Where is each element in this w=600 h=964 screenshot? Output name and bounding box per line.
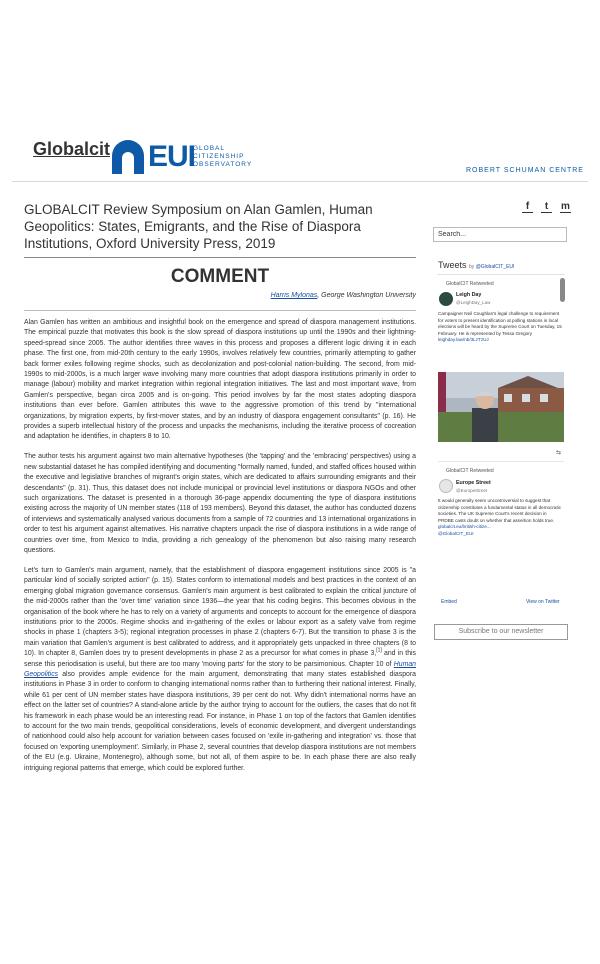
tweet-link[interactable]: globalcit.eu/british-citize... — [438, 524, 491, 529]
embed-link[interactable]: Embed — [441, 599, 457, 605]
tweet-divider — [438, 461, 564, 462]
paragraph: The author tests his argument against two main alternative hypotheses (the 'tapping' and the 'embracing' perspectives) using a new substantial dataset he has compiled identifying and documenting "formally named, funded, and staffed offices housed within the executive and legislative branches of migrant's origin states, which are dedicated to affairs surrounding emigrants and their descendants" (p. 31). Thus, this dataset does not include municipal or provincial level institutions or diaspora NGOs and other such organizations. The dataset is presented in a thorough 36-page appendix documenting the type of diaspora institutions existing across the majority of UN member states (118 of 193 members). Beyond this dataset, the author has conducted dozens of interviews and systematically analysed various documents from a sample of 72 countries and 13 international organizations in order to test his argument against alternatives. His narrative chapters unpack the rise of diaspora institutions in a wide range of countries over time, from Mexico to India, providing a rich genealogy of the phenomenon but also raising many research questions. — [24, 453, 416, 555]
article-title: GLOBALCIT Review Symposium on Alan Gamlen, Human Geopolitics: States, Emigrants, and the Rise of Diaspora Institutions, Oxford University Press, 2019 — [24, 202, 373, 251]
facebook-icon[interactable]: f — [522, 202, 533, 213]
paragraph-text: and in this sense this periodisation is useful, but there are too many 'moving parts' for the story to be parsimonious. Chapter 10 of — [24, 650, 416, 668]
view-on-twitter-link[interactable]: View on Twitter — [526, 599, 560, 605]
globalcit-logo[interactable]: Globalcit — [33, 139, 111, 159]
eui-logo-icon — [112, 140, 144, 174]
paragraph: Alan Gamlen has written an ambitious and insightful book on the emergence and spread of diaspora management institutions. The empirical puzzle that motivates this book is the slow spread of diaspora institutions up until the 1990s and their lightning-speed-spread since 2005. The author identifies three waves in this process and proposes a different logic driving it in each phase. The first one, from mid-20th century to the early 1990s, involves relatively few countries, primarily attempting to gather back former exiles following regime shocks, such as decolonization and post-colonial nation-building. The second, from mid-1990s to mid-2000s, is a much larger wave involving many more countries that adopt diaspora institutions primarily in order to manage (labour) mobility and market integration within regional integration initiatives. The last and most important wave, from Gamlen's perspective, began circa 2005 and is on-going. This period involves by far the most states adopting diaspora institutions than ever before. Gamlen attributes this wave to the aggressive promotion of this trend by "international organizations, by migration experts, by first-mover states, and by an industry of diaspora engagement consultants" (p. 16). He provides a superb intellectual history of the process and unpacks the mechanisms, including the iterative process of cocreation and adaptation he identifies, in chapters 8 to 10. — [24, 319, 416, 441]
paragraph-text: Let's turn to Gamlen's main argument, namely, that the establishment of diaspora engagement institutions since 2005 is "a particular kind of socially scripted action" (p. 15). States conform to international models and best practices in the context of an emerging global migration governance consensus. Gamlen's main argument is best calibrated to explain the critical juncture of the mid-2000s rather than the 'over time' variation since 1936—the year that his coding begins. This becomes obvious in the organisation of the book where he has to rely on a variety of arguments and concepts to account for the emergence of diaspora institutions prior to the 2000s. Regime shocks and in-gathering of the exiles or labour export as a safety valve from regime shocks in phase 1 (chapters 3-5); regional integration processes in phase 2 (chapters 6-7). But the transition to phase 3 is the main variation that Gamlen's argument is best calibrated to address, and it appropriately gets unpacked in three chapters (8 to 10). In chapter 8, Gamlen does try to present developments in phase 2 as a precursor for what comes in phase 3, — [24, 566, 416, 658]
avatar[interactable] — [439, 479, 453, 493]
tweet-mention[interactable]: @GlobalCIT_EUI — [438, 530, 474, 536]
tweets-header — [438, 260, 514, 270]
tweet-link[interactable]: leighday.law/nb/3LzTzUJ — [438, 337, 489, 342]
tweet-photo[interactable] — [438, 372, 564, 442]
footnote-link[interactable]: [1] — [376, 647, 382, 654]
paragraph-text: also provides ample evidence for the main argument, demonstrating that many states established diaspora institutions in Phase 3 in order to conform to changing international norms rather than to furthering their national interest. Finally, while 61 per cent of UN member states have diaspora institutions, 39 per cent do not. Why didn't international norms have an effect on the latter set of countries? A stand-alone article by the author trying to account for the outliers, the cases that do not fit his framework in each phase would be an interesting read. For instance, in Phase 1 on top of the factors that Gamlen identifies to account for the two main trends, geopolitical considerations, levels of economic development, and divergent understandings of nationhood could also help account for variation between cases focused on 'exile in-gathering and integration' vs. those that focused on 'exporting unemployment'. Similarly, in Phase 2, several countries that develop diaspora institutions are not members of the EU (e.g. Ukraine, Montenegro), although some, but not all, of them aspire to be. In each phase there are also really intriguing regional patterns that emerge, which could be explored further. — [24, 671, 416, 772]
email-icon[interactable]: m — [561, 201, 570, 212]
tweets-by — [469, 264, 514, 270]
observatory-label — [193, 145, 252, 169]
retweet-label: GlobalCIT Retweeted — [446, 281, 494, 287]
observatory-line: GLOBAL — [193, 145, 226, 152]
author-affiliation: , George Washington University — [317, 292, 416, 299]
byline — [24, 292, 416, 299]
search-input[interactable] — [433, 227, 567, 242]
tweet-author-name[interactable]: Europe Street — [456, 480, 491, 486]
tweet-author-handle[interactable]: @EuropeStreet — [456, 488, 488, 493]
twitter-icon[interactable]: t — [541, 202, 552, 213]
avatar[interactable] — [439, 292, 453, 306]
tweet-body: It would generally seem uncontroversial to suggest that citizenship constitutes a fundamental status in all democratic societies. The UK Supreme Court's recent decision in PRDBE casts doubt on whether that assertion holds true. — [438, 498, 562, 523]
author-link[interactable]: Harris Mylonas — [270, 292, 318, 299]
byline-divider — [24, 310, 416, 311]
tweet-body: Campaigner Neil Coughlan's legal challenge to requirement for voters to present identification at polling stations in local elections will be heard by the Supreme Court on Tuesday, 15 February. He is represented by Tessa Gregory — [438, 311, 562, 336]
title-divider — [24, 257, 416, 258]
tweet-author-name[interactable]: Leigh Day — [456, 292, 482, 298]
tweet-author-handle[interactable]: @LeighDay_Law — [456, 300, 491, 305]
timeline-scrollbar[interactable] — [560, 278, 565, 302]
observatory-line: CITIZENSHIP — [193, 153, 245, 160]
tweets-by-label: by — [469, 264, 476, 270]
retweet-label: GlobalCIT Retweeted — [446, 468, 494, 474]
newsletter-button[interactable]: Subscribe to our newsletter — [434, 624, 568, 640]
tweets-title: Tweets — [438, 260, 467, 270]
tweet-text — [438, 311, 562, 344]
robert-schuman-centre-logo[interactable]: ROBERT SCHUMAN CENTRE — [466, 167, 584, 174]
section-heading: COMMENT — [170, 266, 270, 287]
share-icons — [522, 202, 571, 213]
header-divider — [12, 181, 588, 182]
tweets-handle-link[interactable]: @GlobalCIT_EUI — [475, 264, 515, 270]
book-link[interactable]: Human Geopolitics — [24, 660, 416, 678]
paragraph — [24, 566, 416, 774]
tweet-text — [438, 498, 562, 537]
retweet-icon[interactable]: ⇆ — [556, 450, 562, 456]
observatory-line: OBSERVATORY — [193, 161, 253, 168]
article-body — [24, 318, 416, 784]
eui-logo-text: EUI — [148, 140, 196, 173]
tweet-photo-image — [438, 372, 564, 442]
